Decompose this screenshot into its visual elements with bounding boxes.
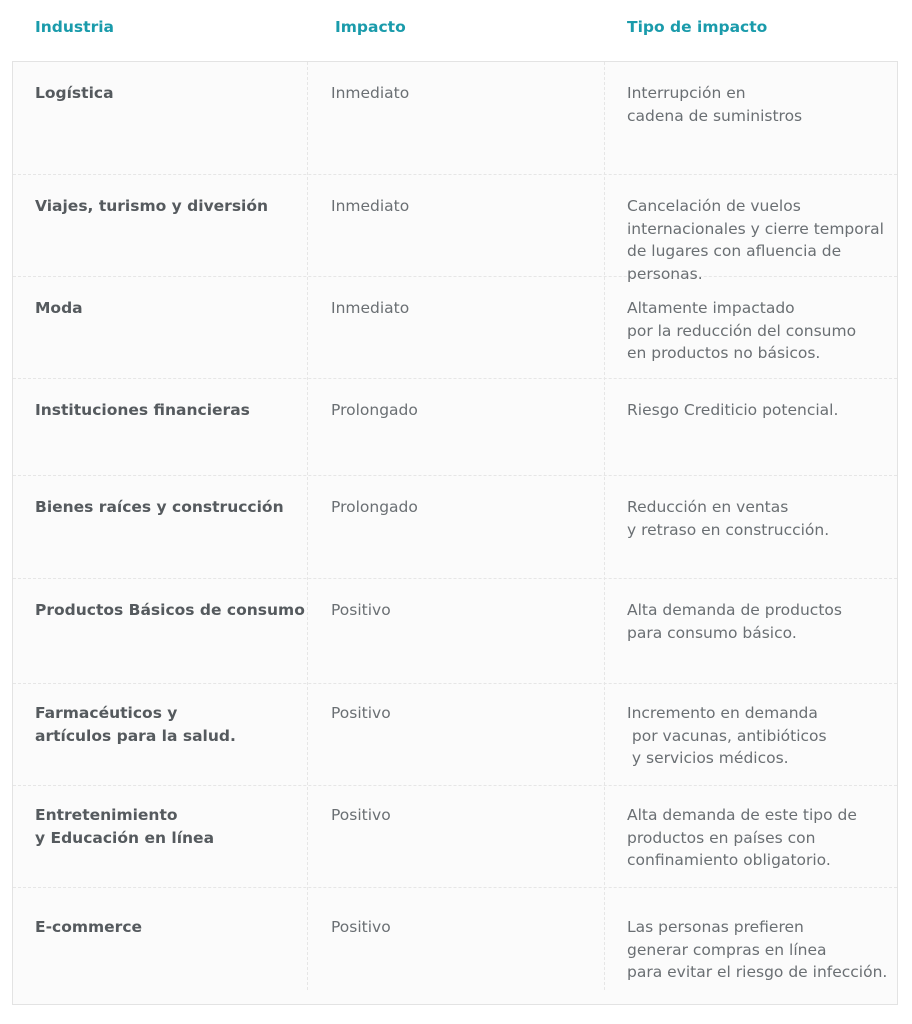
impact-type-cell: Interrupción en cadena de suministros	[627, 84, 803, 125]
impact-type-cell: Las personas prefieren generar compras en línea para evitar el riesgo de infección.	[627, 918, 888, 981]
industry-cell: Logística	[35, 84, 114, 102]
industry-impact-table	[12, 61, 898, 1005]
table-row	[13, 786, 897, 888]
impact-cell: Positivo	[331, 918, 391, 936]
table-row	[13, 175, 897, 283]
header-impact-type: Tipo de impacto	[627, 18, 768, 36]
table-header	[0, 18, 912, 42]
industry-cell: Farmacéuticos y artículos para la salud.	[35, 704, 236, 745]
impact-type-cell: Altamente impactado por la reducción del consumo en productos no básicos.	[627, 299, 857, 362]
impact-type-cell: Cancelación de vuelos internacionales y cierre temporal de lugares con afluencia de personas.	[627, 197, 884, 283]
impact-type-cell: Riesgo Crediticio potencial.	[627, 401, 839, 419]
impact-type-cell: Alta demanda de productos para consumo básico.	[627, 601, 842, 642]
table-row	[13, 62, 897, 175]
impact-cell: Positivo	[331, 601, 391, 619]
industry-cell: Productos Básicos de consumo	[35, 601, 305, 619]
header-industry: Industria	[35, 18, 114, 36]
industry-cell: E-commerce	[35, 918, 143, 936]
impact-type-cell: Reducción en ventas y retraso en construcción.	[627, 498, 830, 539]
table-row	[13, 476, 897, 579]
industry-cell: Viajes, turismo y diversión	[35, 197, 269, 215]
impact-cell: Inmediato	[331, 84, 410, 102]
industry-cell: Instituciones financieras	[35, 401, 250, 419]
table-row	[13, 579, 897, 684]
industry-cell: Bienes raíces y construcción	[35, 498, 284, 516]
impact-cell: Inmediato	[331, 197, 410, 215]
impact-cell: Prolongado	[331, 498, 418, 516]
table-row	[13, 684, 897, 786]
impact-cell: Positivo	[331, 806, 391, 824]
industry-cell: Moda	[35, 299, 83, 317]
industry-cell: Entretenimiento y Educación en línea	[35, 806, 215, 847]
table-row	[13, 379, 897, 476]
header-impact: Impacto	[335, 18, 406, 36]
table-row	[13, 888, 897, 1004]
impact-type-cell: Incremento en demanda por vacunas, antibióticos y servicios médicos.	[627, 704, 827, 767]
impact-type-cell: Alta demanda de este tipo de productos en países con confinamiento obligatorio.	[627, 806, 857, 869]
table-row	[13, 277, 897, 379]
impact-cell: Inmediato	[331, 299, 410, 317]
impact-cell: Positivo	[331, 704, 391, 722]
impact-cell: Prolongado	[331, 401, 418, 419]
